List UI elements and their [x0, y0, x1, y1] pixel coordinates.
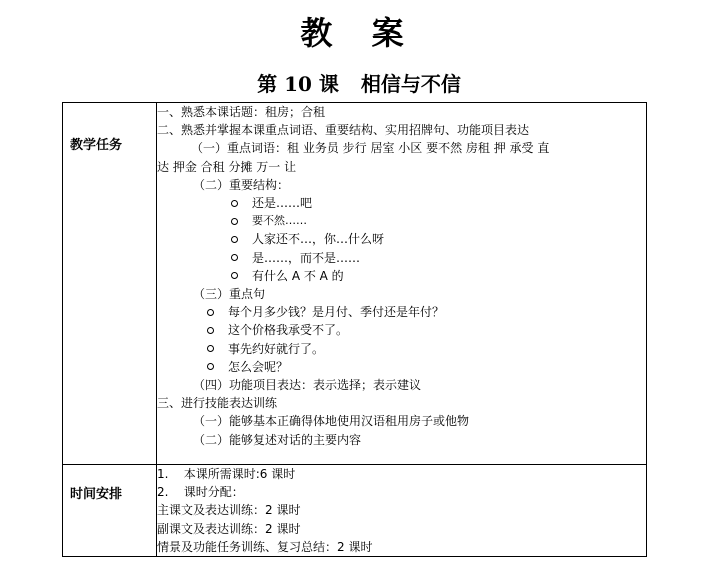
bullet-icon	[207, 327, 214, 334]
table-row-schedule	[63, 465, 647, 557]
label-text: 时间安排	[70, 487, 123, 502]
schedule-item: 1. 本课所需课时:6 课时	[157, 467, 296, 481]
allocation-item: 副课文及表达训练：2 课时	[157, 521, 301, 536]
task-section-1: 一、熟悉本课话题：租房；合租	[157, 105, 326, 119]
training-item: （二）能够复述对话的主要内容	[193, 432, 362, 447]
lesson-name: 相信与不信	[360, 72, 461, 96]
bullet-icon	[231, 236, 238, 243]
lesson-plan-table	[62, 102, 647, 557]
label-text: 教学任务	[70, 138, 123, 153]
schedule-content	[157, 465, 647, 557]
list-item: 要不然……	[157, 212, 646, 230]
bullet-icon	[207, 309, 214, 316]
task-section-2: 二、熟悉并掌握本课重点词语、重要结构、实用招牌句、功能项目表达	[157, 123, 530, 138]
functions-line: （四）功能项目表达：表示选择；表示建议	[193, 378, 422, 393]
list-item: 每个月多少钱？是月付、季付还是年付？	[157, 303, 646, 321]
bullet-icon	[231, 272, 238, 279]
row-label-tasks	[63, 103, 157, 465]
bullet-icon	[207, 345, 214, 352]
list-item: 有什么 A 不 A 的	[157, 267, 646, 285]
bullet-icon	[207, 363, 214, 370]
list-item: 事先约好就行了。	[157, 340, 646, 358]
bullet-icon	[231, 218, 238, 225]
schedule-item: 2. 课时分配：	[157, 485, 244, 500]
list-item: 是……，而不是……	[157, 249, 646, 267]
bullet-icon	[231, 200, 238, 207]
list-item: 这个价格我承受不了。	[157, 321, 646, 339]
training-item: （一）能够基本正确得体地使用汉语租用房子或他物	[193, 414, 470, 429]
list-item: 还是……吧	[157, 194, 646, 212]
sentences-heading: （三）重点句	[193, 287, 266, 302]
vocab-line-1: （一）重点词语：租 业务员 步行 居室 小区 要不然 房租 押 承受 直	[191, 141, 550, 156]
list-item: 怎么会呢？	[157, 358, 646, 376]
row-label-schedule	[63, 465, 157, 557]
bullet-icon	[231, 254, 238, 261]
lesson-number: 第 10 课	[257, 72, 339, 96]
table-row-tasks	[63, 103, 647, 465]
tasks-content	[157, 103, 647, 465]
structures-heading: （二）重要结构：	[193, 177, 290, 192]
vocab-line-2: 达 押金 合租 分摊 万一 让	[157, 159, 297, 174]
allocation-item: 情景及功能任务训练、复习总结：2 课时	[157, 539, 373, 554]
allocation-item: 主课文及表达训练：2 课时	[157, 503, 301, 518]
lesson-title	[0, 68, 718, 97]
list-item: 人家还不…，你…什么呀	[157, 230, 646, 248]
page-title: 教 案	[300, 14, 418, 52]
task-section-3: 三、进行技能表达训练	[157, 396, 278, 411]
